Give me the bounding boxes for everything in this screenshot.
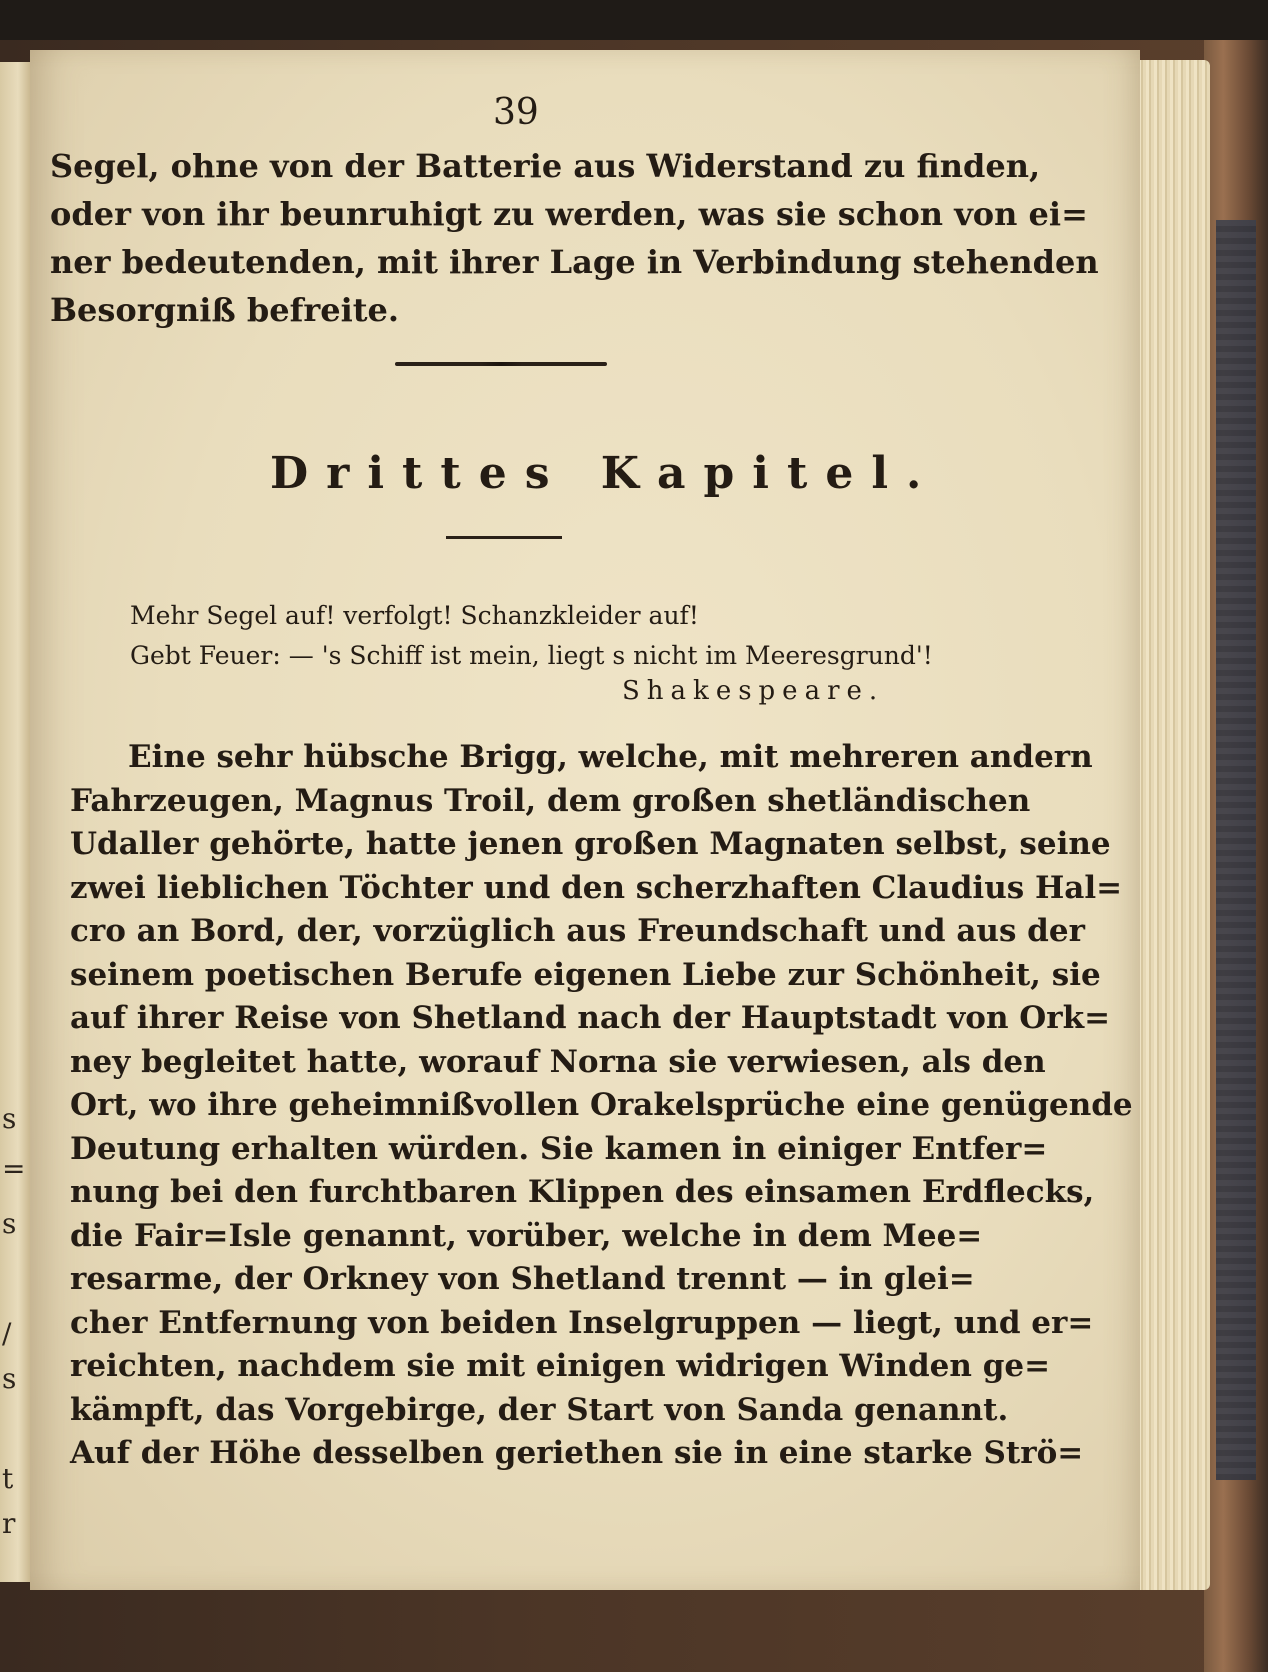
text-line: reichten, nachdem sie mit einigen widrigen Winden ge=	[70, 1348, 1051, 1384]
epigraph-line: Gebt Feuer: — 's Schiff ist mein, liegt s nicht im Meeresgrund'!	[130, 641, 933, 670]
text-line: cro an Bord, der, vorzüglich aus Freundschaft und aus der	[70, 913, 1085, 949]
epigraph-attribution: Shakespeare.	[622, 676, 885, 706]
text-line: seinem poetischen Berufe eigenen Liebe zur Schönheit, sie	[70, 956, 1101, 993]
facing-page-fragment: r	[2, 1507, 16, 1540]
text-line: Deutung erhalten würden. Sie kamen in einiger Entfer=	[70, 1130, 1048, 1167]
facing-page-fragment: s	[2, 1362, 17, 1395]
text-line: die Fair=Isle genannt, vorüber, welche in dem Mee=	[70, 1217, 983, 1254]
facing-page-fragment: s	[2, 1102, 17, 1135]
facing-page-edge	[0, 62, 30, 1582]
facing-page-fragment: /	[2, 1317, 12, 1350]
text-line: oder von ihr beunruhigt zu werden, was sie schon von ei=	[50, 195, 1088, 233]
page-number: 39	[493, 92, 539, 133]
epigraph	[130, 596, 933, 676]
text-line: Fahrzeugen, Magnus Troil, dem großen shetländischen	[70, 782, 1031, 819]
chapter-title: Drittes Kapitel.	[270, 448, 940, 499]
page-edges	[1130, 60, 1210, 1590]
epigraph-line: Mehr Segel auf! verfolgt! Schanzkleider auf!	[130, 601, 699, 630]
text-line: Ort, wo ihre geheimnißvollen Orakelsprüche eine genügende	[70, 1087, 1133, 1123]
chapter-divider	[446, 536, 562, 539]
text-line: auf ihrer Reise von Shetland nach der Hauptstadt von Ork=	[70, 1000, 1111, 1036]
text-line: zwei lieblichen Töchter und den scherzhaften Claudius Hal=	[70, 869, 1123, 906]
text-line: ner bedeutenden, mit ihrer Lage in Verbindung stehenden	[50, 243, 1099, 281]
facing-page-fragment: t	[2, 1462, 14, 1495]
book-page	[30, 50, 1140, 1590]
text-line: nung bei den furchtbaren Klippen des einsamen Erdflecks,	[70, 1174, 1095, 1210]
facing-page-fragment: s	[2, 1207, 17, 1240]
opening-paragraph	[50, 142, 1099, 334]
text-line: Besorgniß befreite.	[50, 291, 400, 329]
facing-page-fragment: =	[2, 1152, 26, 1185]
ornamental-rule	[395, 362, 607, 366]
text-line: Segel, ohne von der Batterie aus Widerstand zu finden,	[50, 147, 1041, 185]
text-line: Auf der Höhe desselben geriethen sie in eine starke Strö=	[70, 1435, 1084, 1471]
text-line: cher Entfernung von beiden Inselgruppen — liegt, und er=	[70, 1304, 1094, 1341]
text-line: ney begleitet hatte, worauf Norna sie verwiesen, als den	[70, 1043, 1046, 1080]
book-binding	[1204, 40, 1268, 1672]
text-line: Udaller gehörte, hatte jenen großen Magnaten selbst, seine	[70, 826, 1111, 862]
text-line: resarme, der Orkney von Shetland trennt — in glei=	[70, 1261, 975, 1297]
body-text	[70, 736, 1133, 1476]
text-line: kämpft, das Vorgebirge, der Start von Sanda genannt.	[70, 1391, 1009, 1428]
text-line: Eine sehr hübsche Brigg, welche, mit mehreren andern	[128, 739, 1093, 775]
